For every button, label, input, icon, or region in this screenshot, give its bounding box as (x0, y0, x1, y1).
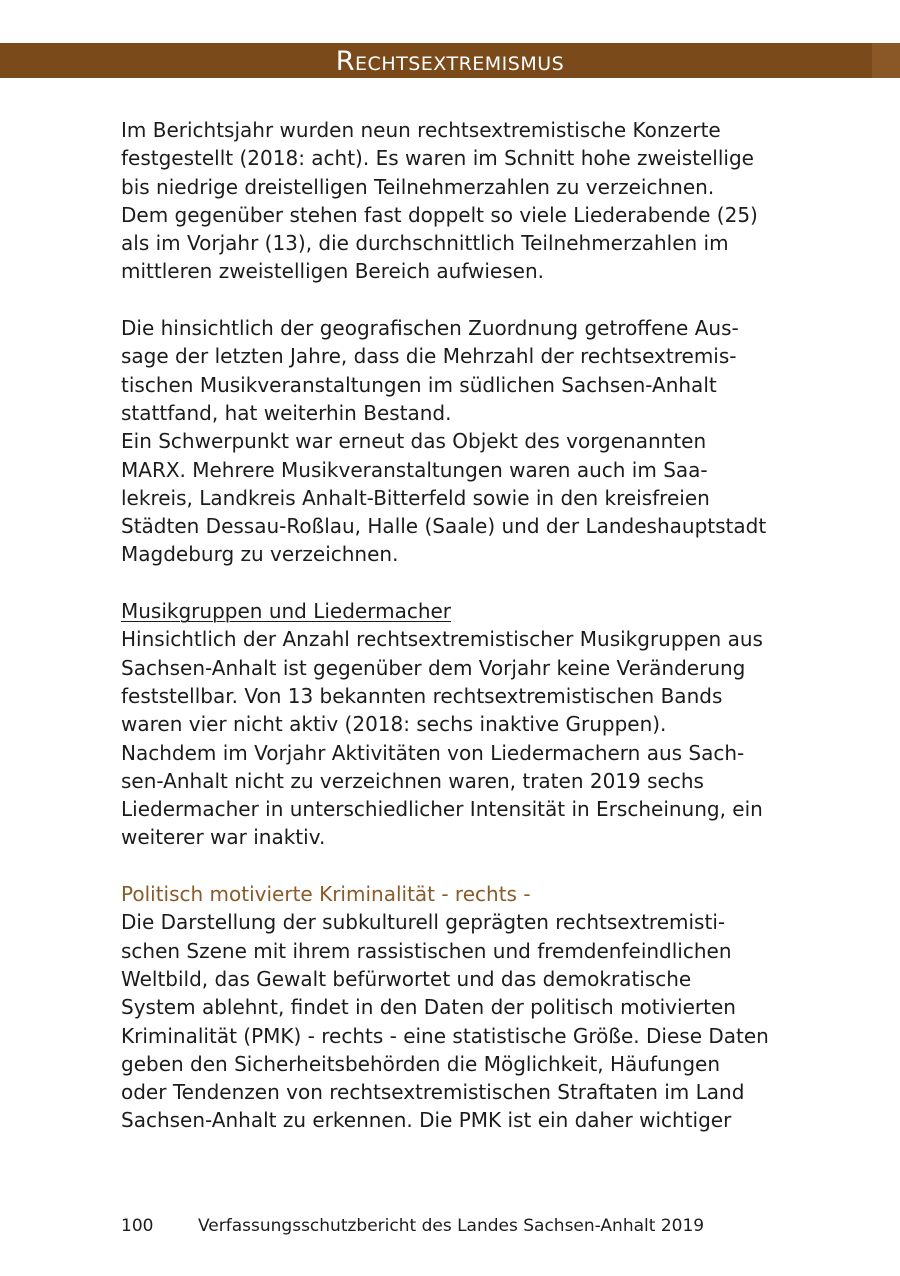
text-line: bis niedrige dreistelligen Teilnehmerzahlen zu verzeichnen. (121, 174, 715, 199)
text-line: Liedermacher in unterschiedlicher Intensität in Erscheinung, ein (121, 797, 763, 822)
text-line: lekreis, Landkreis Anhalt-Bitterfeld sowie in den kreisfreien (121, 485, 710, 510)
text-line: tischen Musikveranstaltungen im südlichen Sachsen-Anhalt (121, 372, 717, 397)
page-title: Rechtsextremismus (335, 46, 565, 77)
text-line: festgestellt (2018: acht). Es waren im Schnitt hohe zweistellige (121, 146, 754, 171)
text-line: Hinsichtlich der Anzahl rechtsextremistischer Musikgruppen aus (121, 627, 763, 652)
text-line: Ein Schwerpunkt war erneut das Objekt des vorgenannten (121, 429, 707, 454)
text-line: Magdeburg zu verzeichnen. (121, 542, 399, 567)
text-line: Städten Dessau-Roßlau, Halle (Saale) und der Landeshauptstadt (121, 514, 767, 539)
page-footer (121, 1214, 704, 1238)
text-line: sen-Anhalt nicht zu verzeichnen waren, traten 2019 sechs (121, 768, 704, 793)
text-line: geben den Sicherheitsbehörden die Möglichkeit, Häufungen (121, 1051, 720, 1076)
paragraph-gap (121, 286, 781, 314)
paragraph-concerts (121, 116, 781, 286)
text-line: stattfand, hat weiterhin Bestand. (121, 400, 452, 425)
text-line: Dem gegenüber stehen fast doppelt so viele Liederabende (25) (121, 202, 758, 227)
paragraph-geography (121, 314, 781, 569)
paragraph-gap (121, 852, 781, 880)
text-line: System ablehnt, findet in den Daten der politisch motivierten (121, 995, 736, 1020)
body-text (121, 116, 781, 1135)
text-line: als im Vorjahr (13), die durchschnittlich Teilnehmerzahlen im (121, 231, 729, 256)
text-line: MARX. Mehrere Musikveranstaltungen waren auch im Saa- (121, 457, 708, 482)
paragraph-bands (121, 597, 781, 852)
paragraph-pmk (121, 880, 781, 1135)
text-line: weiterer war inaktiv. (121, 825, 326, 850)
text-line: oder Tendenzen von rechtsextremistischen Straftaten im Land (121, 1080, 745, 1105)
text-line: Im Berichtsjahr wurden neun rechtsextremistische Konzerte (121, 118, 721, 142)
text-line: schen Szene mit ihrem rassistischen und fremdenfeindlichen (121, 938, 732, 963)
bands-heading: Musikgruppen und Liedermacher (121, 599, 452, 624)
text-line: Die Darstellung der subkulturell geprägten rechtsextremisti- (121, 910, 726, 935)
pmk-heading: Politisch motivierte Kriminalität - rechts - (121, 882, 531, 907)
text-line: waren vier nicht aktiv (2018: sechs inaktive Gruppen). (121, 712, 667, 737)
text-line: mittleren zweistelligen Bereich aufwiesen. (121, 259, 544, 284)
publication-title: Verfassungsschutzbericht des Landes Sachsen-Anhalt 2019 (198, 1216, 705, 1236)
text-line: Sachsen-Anhalt ist gegenüber dem Vorjahr keine Veränderung (121, 655, 746, 680)
text-line: sage der letzten Jahre, dass die Mehrzahl der rechtsextremis- (121, 344, 737, 369)
text-line: Nachdem im Vorjahr Aktivitäten von Liedermachern aus Sach- (121, 740, 745, 765)
paragraph-gap (121, 569, 781, 597)
text-line: Kriminalität (PMK) - rechts - eine statistische Größe. Diese Daten (121, 1023, 769, 1048)
text-line: feststellbar. Von 13 bekannten rechtsextremistischen Bands (121, 683, 723, 708)
text-line: Weltbild, das Gewalt befürwortet und das demokratische (121, 966, 692, 991)
page-number: 100 (121, 1216, 154, 1236)
text-line: Die hinsichtlich der geografischen Zuordnung getroffene Aus- (121, 316, 739, 341)
text-line: Sachsen-Anhalt zu erkennen. Die PMK ist ein daher wichtiger (121, 1108, 732, 1133)
